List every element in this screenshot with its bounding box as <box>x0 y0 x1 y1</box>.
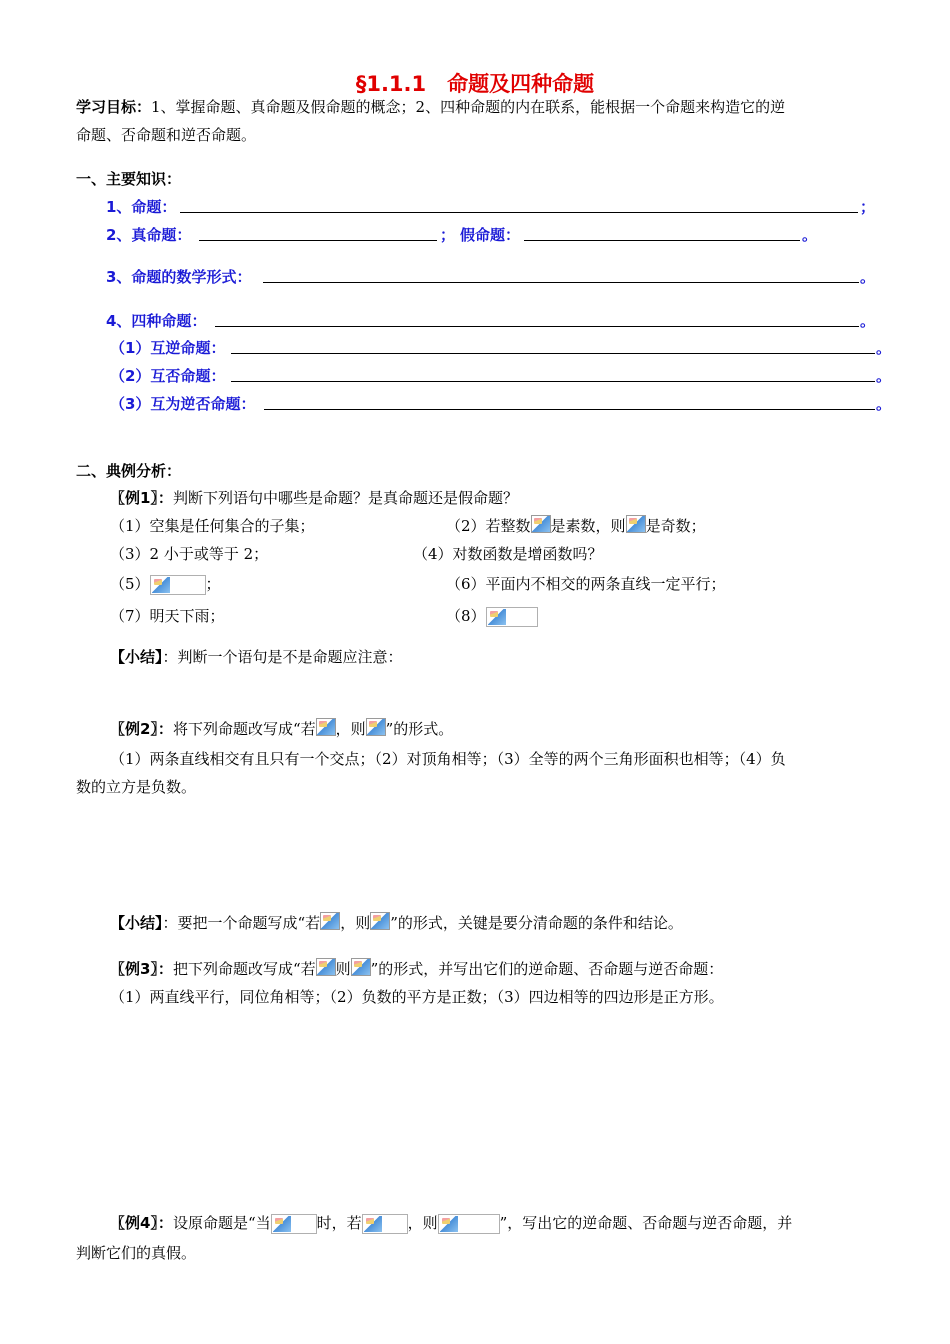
objectives-label: 学习目标： <box>76 98 152 116</box>
summary-1 <box>110 646 403 667</box>
example-1-item-7: （7）明天下雨； <box>110 607 225 625</box>
item-end-mark: 。 <box>860 312 876 330</box>
prompt-text: 则 <box>335 960 351 978</box>
answer-line[interactable] <box>199 240 437 241</box>
item-false-proposition-label: 假命题： <box>460 226 521 244</box>
example-2-prompt <box>110 718 453 739</box>
item-text: （8） <box>446 607 486 625</box>
answer-line[interactable] <box>180 212 858 213</box>
item-end-mark: 。 <box>860 268 876 286</box>
summary-text: ：判断一个语句是不是命题应注意： <box>162 648 403 666</box>
item-four-propositions-label: 4、四种命题： <box>106 312 207 330</box>
example-1-item-4: （4）对数函数是增函数吗？ <box>413 545 603 563</box>
summary-label: 【小结】 <box>110 914 163 932</box>
image-placeholder-icon <box>626 515 646 533</box>
item-proposition-label: 1、命题： <box>106 198 177 216</box>
example-3-prompt <box>110 958 723 979</box>
image-placeholder-icon <box>531 515 551 533</box>
image-placeholder-icon <box>316 958 336 976</box>
summary-text: ：要把一个命题写成“若 <box>162 914 321 932</box>
prompt-text: ”的形式。 <box>385 720 454 738</box>
image-placeholder-icon <box>364 1216 382 1232</box>
image-placeholder-icon <box>316 718 336 736</box>
example-1-prompt <box>110 487 518 508</box>
image-placeholder-icon <box>440 1216 458 1232</box>
example-1-item-3: （3）2 小于或等于 2； <box>110 545 269 563</box>
prompt-text: ，则 <box>407 1214 438 1232</box>
answer-line[interactable] <box>215 326 859 327</box>
summary-label: 【小结】 <box>110 648 163 666</box>
image-placeholder-icon <box>488 609 506 625</box>
answer-line[interactable] <box>231 381 875 382</box>
summary-text: ，则 <box>340 914 371 932</box>
summary-text: ”的形式，关键是要分清命题的条件和结论。 <box>390 914 683 932</box>
item-true-proposition-label: 2、真命题： <box>106 226 192 244</box>
item-text: （5） <box>110 575 150 593</box>
item-converse-label: （1）互逆命题： <box>110 339 226 357</box>
item-text: （2）若整数 <box>446 517 531 535</box>
example-2-label: 〖例2〗： <box>110 720 173 738</box>
item-end-mark: ； <box>860 198 876 216</box>
item-end-mark: 。 <box>876 395 892 413</box>
prompt-text: 将下列命题改写成“若 <box>172 720 316 738</box>
image-placeholder-icon <box>273 1216 291 1232</box>
example-3-line-1: （1）两直线平行，同位角相等；（2）负数的平方是正数；（3）四边相等的四边形是正方形。 <box>110 988 724 1006</box>
example-1-item-1: （1）空集是任何集合的子集； <box>110 517 315 535</box>
item-contrapositive-label: （3）互为逆否命题： <box>110 395 256 413</box>
objectives-text: 1、掌握命题、真命题及假命题的概念；2、四种命题的内在联系，能根据一个命题来构造它的逆 <box>151 98 786 116</box>
example-4-prompt <box>110 1212 792 1234</box>
example-1-item-6: （6）平面内不相交的两条直线一定平行； <box>446 575 726 593</box>
page-title: §1.1.1 命题及四种命题 <box>355 72 595 96</box>
example-1-text: 判断下列语句中哪些是命题？是真命题还是假命题？ <box>172 489 518 507</box>
item-end-mark: 。 <box>876 367 892 385</box>
prompt-text: 把下列命题改写成“若 <box>172 960 316 978</box>
formula-image <box>150 575 206 595</box>
formula-image <box>271 1214 317 1234</box>
example-2-line-1: （1）两条直线相交有且只有一个交点；（2）对顶角相等；（3）全等的两个三角形面积也相等；（4）负 <box>110 750 786 768</box>
item-end-mark: 。 <box>876 339 892 357</box>
item-text: 是奇数； <box>645 517 706 535</box>
example-4-label: 〖例4〗： <box>110 1214 173 1232</box>
example-1-item-5 <box>110 573 221 595</box>
section2-heading: 二、典例分析： <box>76 462 182 480</box>
formula-image <box>362 1214 408 1234</box>
formula-image <box>486 607 538 627</box>
item-math-form-label: 3、命题的数学形式： <box>106 268 252 286</box>
section1-heading: 一、主要知识： <box>76 170 182 188</box>
image-placeholder-icon <box>351 958 371 976</box>
objectives-line-1 <box>76 96 785 117</box>
example-1-item-8 <box>446 605 538 627</box>
prompt-text: ，则 <box>335 720 366 738</box>
objectives-line-2: 命题、否命题和逆否命题。 <box>76 126 257 144</box>
example-1-item-2 <box>446 515 706 536</box>
item-end-mark: ； <box>440 226 456 244</box>
image-placeholder-icon <box>370 912 390 930</box>
example-2-line-2: 数的立方是负数。 <box>76 778 197 796</box>
example-1-label: 〖例1〗： <box>110 489 173 507</box>
item-text: ； <box>205 575 221 593</box>
item-inverse-label: （2）互否命题： <box>110 367 226 385</box>
image-placeholder-icon <box>366 718 386 736</box>
prompt-text: ”的形式，并写出它们的逆命题、否命题与逆否命题： <box>370 960 724 978</box>
answer-line[interactable] <box>524 240 800 241</box>
example-4-line-2: 判断它们的真假。 <box>76 1244 197 1262</box>
formula-image <box>438 1214 500 1234</box>
prompt-text: 设原命题是“当 <box>172 1214 271 1232</box>
answer-line[interactable] <box>263 282 859 283</box>
prompt-text: 时，若 <box>316 1214 362 1232</box>
answer-line[interactable] <box>264 409 875 410</box>
summary-2 <box>110 912 683 933</box>
image-placeholder-icon <box>320 912 340 930</box>
item-end-mark: 。 <box>802 226 818 244</box>
example-3-label: 〖例3〗： <box>110 960 173 978</box>
answer-line[interactable] <box>231 353 875 354</box>
prompt-text: ”，写出它的逆命题、否命题与逆否命题，并 <box>499 1214 793 1232</box>
item-text: 是素数，则 <box>550 517 626 535</box>
image-placeholder-icon <box>152 577 170 593</box>
